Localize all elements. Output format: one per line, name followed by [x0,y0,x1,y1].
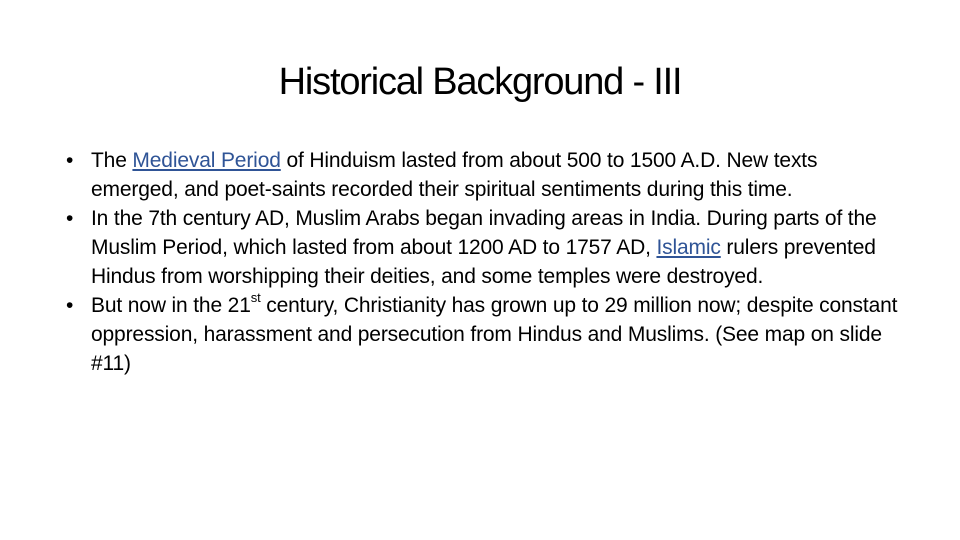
bullet-marker: • [66,207,74,230]
bullet-marker: • [66,149,74,172]
bullet-marker: • [66,294,74,317]
bullet-text-end: rulers prevented Hindus from worshipping their deities, and some temples were destroyed. [91,236,876,288]
bullet-text-start: The [91,149,133,172]
bullet-item-muslim-period [66,204,906,291]
bullet-text-end: of Hinduism lasted from about 500 to 1500 A.D. New texts emerged, and poet-saints recorded their spiritual sentiments during this time. [91,149,818,201]
bullet-item-medieval-period [66,146,906,204]
bullet-text-start: In the 7th century AD, Muslim Arabs began invading areas in India. During parts of the Muslim Period, which lasted from about 1200 AD to 1757 AD, [91,207,877,259]
bullet-text [91,290,898,375]
bullet-text-end: century, Christianity has grown up to 29 million now; despite constant oppression, harassment and persecution from Hindus and Muslims. (See map on slide #11) [91,294,898,375]
medieval-period-link[interactable]: Medieval Period [132,149,281,172]
islamic-link[interactable]: Islamic [656,236,721,259]
bullet-text [91,207,877,288]
slide-title: Historical Background - III [278,61,682,103]
bullet-text [91,149,817,201]
ordinal-superscript: st [250,290,261,305]
bullet-list [66,146,906,378]
bullet-item-christianity [66,291,906,378]
bullet-text-start: But now in the 21 [91,294,251,317]
